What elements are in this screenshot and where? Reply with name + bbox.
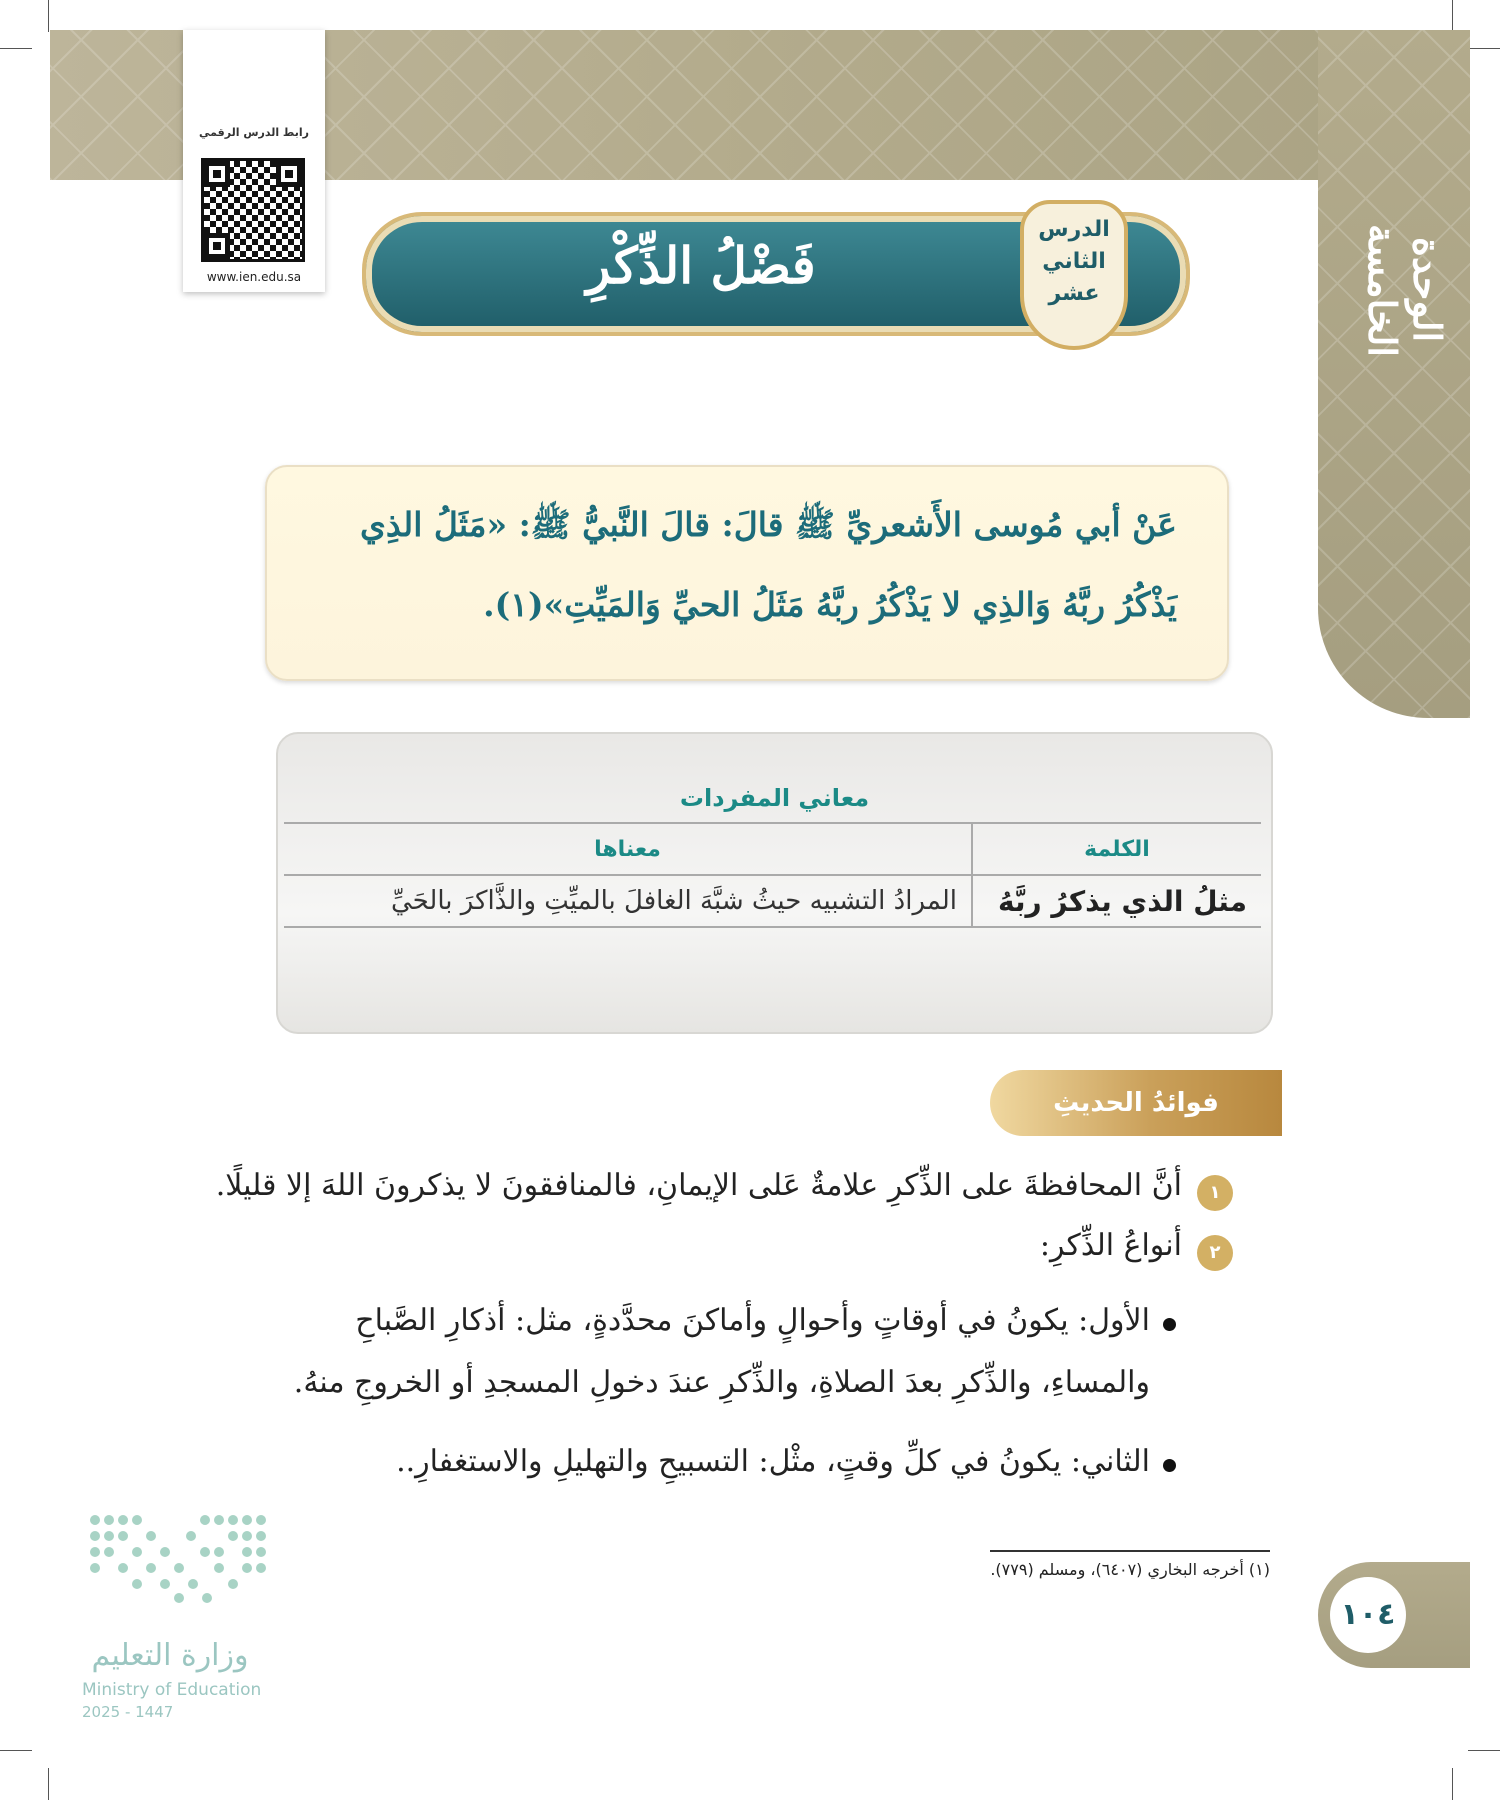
vocabulary-box — [276, 732, 1273, 1034]
ministry-name-arabic: وزارة التعليم — [91, 1638, 249, 1673]
lesson-number-badge — [1020, 200, 1128, 350]
footnote-rule — [990, 1550, 1270, 1552]
qr-code-icon[interactable] — [201, 158, 305, 262]
hadith-box — [265, 465, 1229, 681]
bullet-icon — [1163, 1318, 1176, 1331]
lesson-title: فَضْلُ الذِّكْرِ — [586, 236, 816, 295]
benefit-item: أنواعُ الذِّكرِ: — [1039, 1228, 1182, 1263]
qr-label: رابط الدرس الرقمي — [199, 126, 309, 139]
vocabulary-meaning: المرادُ التشبيه حيثُ شبَّهَ الغافلَ بالميِّتِ والذَّاكرَ بالحَيِّ — [284, 875, 972, 927]
lesson-badge-line: عشر — [1048, 281, 1100, 306]
footnote: (١) أخرجه البخاري (٦٤٠٧)، ومسلم (٧٧٩). — [990, 1560, 1270, 1579]
column-header-meaning: معناها — [284, 823, 972, 875]
crop-mark — [1452, 0, 1453, 32]
benefits-label: فوائدُ الحديثِ — [990, 1070, 1282, 1136]
qr-url-link[interactable]: www.ien.edu.sa — [206, 270, 302, 284]
qr-card[interactable] — [183, 30, 325, 292]
crop-mark — [1468, 1750, 1500, 1751]
qr-finder-icon — [276, 161, 302, 187]
bullet-text: الثاني: يكونُ في كلِّ وقتٍ، مثْل: التسبيحِ والتهليلِ والاستغفارِ.. — [396, 1444, 1150, 1479]
vocabulary-table — [284, 822, 1261, 928]
vocabulary-word: مثلُ الذي يذكرُ ربَّهُ — [972, 875, 1261, 927]
number-badge: ٢ — [1197, 1235, 1233, 1271]
crop-mark — [0, 1750, 32, 1751]
ministry-name-english: Ministry of Education — [82, 1680, 262, 1700]
ministry-year: 2025 - 1447 — [82, 1703, 174, 1721]
crop-mark — [48, 1768, 49, 1800]
qr-finder-icon — [204, 161, 230, 187]
column-header-word: الكلمة — [972, 823, 1261, 875]
lesson-badge-line: الثاني — [1042, 249, 1106, 274]
hadith-line: يَذْكُرُ ربَّهُ وَالذِي لا يَذْكُرُ ربَّهُ مَثَلُ الحيِّ وَالمَيِّتِ»(١). — [483, 585, 1177, 624]
bullet-text: الأول: يكونُ في أوقاتٍ وأحوالٍ وأماكنَ محدَّدةٍ، مثل: أذكارِ الصَّباحِ — [355, 1303, 1150, 1338]
number-badge: ١ — [1197, 1175, 1233, 1211]
vocabulary-heading: معاني المفردات — [679, 784, 870, 812]
crop-mark — [0, 48, 32, 49]
crop-mark — [48, 0, 49, 32]
bullet-text: والمساءِ، والذِّكرِ بعدَ الصلاةِ، والذِّكرِ عندَ دخولِ المسجدِ أو الخروجِ منهُ. — [293, 1365, 1150, 1400]
table-header-row — [284, 823, 1261, 875]
lesson-badge-line: الدرس — [1038, 217, 1110, 242]
hadith-line: عَنْ أبي مُوسى الأَشعريِّ ﷺ قالَ: قالَ النَّبيُّ ﷺ: «مَثَلُ الذِي — [359, 505, 1177, 544]
page-number: ١٠٤ — [1330, 1577, 1406, 1653]
benefit-item: أنَّ المحافظةَ على الذِّكرِ علامةٌ عَلى الإيمانِ، فالمنافقونَ لا يذكرونَ اللهَ إلا قليلًا. — [215, 1168, 1182, 1203]
unit-title: الوحدة الخامسة — [1360, 223, 1450, 357]
ministry-logo-icon — [85, 1510, 270, 1605]
qr-finder-icon — [204, 233, 230, 259]
table-row — [284, 875, 1261, 927]
crop-mark — [1468, 48, 1500, 49]
crop-mark — [1452, 1768, 1453, 1800]
bullet-icon — [1163, 1459, 1176, 1472]
